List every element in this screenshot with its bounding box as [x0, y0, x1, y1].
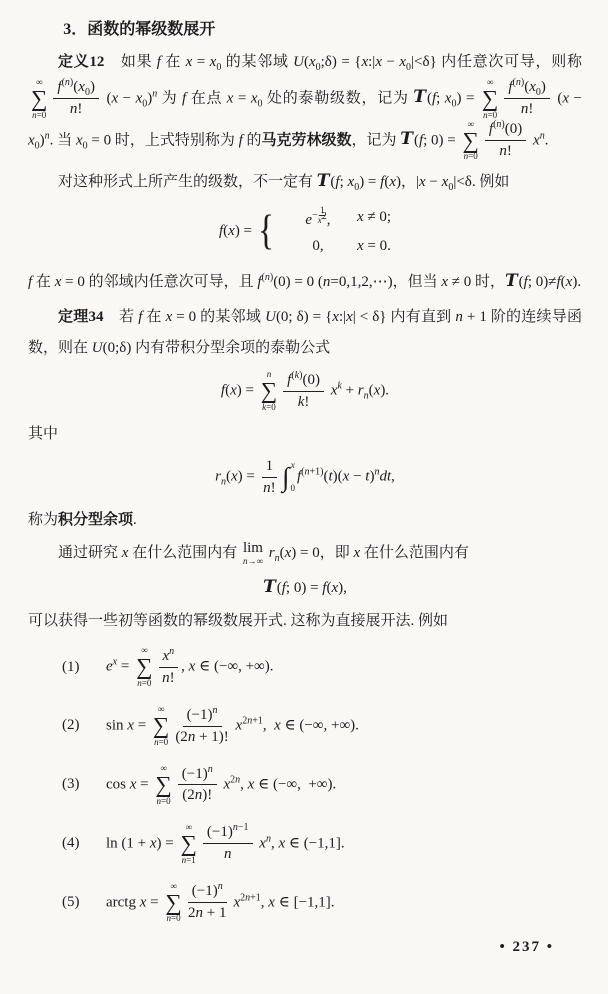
paragraph-remainder-name: 称为积分型余项. [28, 511, 137, 528]
paragraph-limit-condition: 通过研究 x 在什么范围内有 lim n→∞ $r_n(x) = 0$，即 x 在什么范围内有 [58, 540, 469, 566]
paragraph-series-remark: 对这种形式上所产生的级数，不一定有 T(f; $x_0) = f(x)$，$|x - x_0|<\delta$. 例如 [58, 171, 510, 194]
page-number: • 237 • [499, 939, 554, 955]
example-item-cos: (3) cos x = ∞ ∑ n=0 $\frac{(-1)^n}{(2n)!}$ $x^{2n}$, x ∈ (−∞, +∞). [62, 762, 337, 806]
section-heading: 3．函数的幂级数展开 [63, 21, 216, 38]
example-item-ln: (4) ln (1 + x) = ∞ ∑ n=1 $\frac{(-1)^{n-1}}{n}$ $x^n$, x ∈ (−1,1]. [62, 821, 345, 865]
formula-integral-remainder: $r_n(x)$ = $\frac{1}{n!}$ ∫ x 0 $f^{(n+1)}(t)(x - t)^ndt$, [215, 458, 395, 496]
example-item-exp: (1) $e^x$ = ∞ ∑ n=0 $\frac{x^n}{n!}$ , x ∈ (−∞, +∞). [62, 645, 274, 689]
paragraph-direct-expansion: 可以获得一些初等函数的幂级数展开式. 这称为直接展开法. 例如 [28, 612, 449, 629]
paragraph-counterexample: f 在 x = 0 的邻域内任意次可导，且 $f^{(n)}(0) = 0$ (n=0,1,2,⋯)，但当 x ≠ 0 时，T(f; 0)≠f(x). [28, 271, 582, 292]
paragraph-qizhong: 其中 [28, 426, 59, 443]
example-item-arctg: (5) arctg x = ∞ ∑ n=0 $\frac{(-1)^n}{2n + 1}$ $x^{2n+1}$, x ∈ [−1,1]. [62, 880, 335, 924]
paragraph-theorem-34: 定理34 若 f 在 x = 0 的某邻域 U(0; δ) = {x:|x| < δ} 内有直到 n + 1 阶的连续导函数，则在 U(0;δ) 内有带积分型余项的泰勒公式 [28, 308, 582, 356]
formula-taylor-with-remainder: f(x) = n ∑ k=0 $\frac{f^{(k)}(0)}{k!}$ $x^k + r_n(x)$. [220, 369, 390, 413]
paragraph-definition-12: 定义12 如果 f 在 $x = x_0$ 的某邻域 $U(x_0;\delta)$ = {x:|x − $x_0|<\delta$} 内任意次可导，则称 ∞ ∑ n=0 $\frac{f^{(n)}(x_0)}{n!}$ $(x - x_0)^n$ 为 f 在点 $x = x_0$ 处的泰勒级数，记为 T(f; $x_0$) = ∞ ∑ n=0 $\frac{f^{(n)}(x_0)}{n!}$ $(x - x_0)^n$. 当 $x_0 = 0$ 时，上式特别称为 f 的马克劳林级数，记为 T(f; 0) = ∞ ∑ n=0 $\frac{f^{(n)}(0)}{n!}$ $x^n$. [28, 54, 582, 162]
example-item-sin: (2) sin x = ∞ ∑ n=0 $\frac{(-1)^n}{(2n + 1)!}$ $x^{2n+1}$, x ∈ (−∞, +∞). [62, 704, 359, 747]
formula-piecewise-function: f(x) = { $e^{- \frac{1}{x^2}}$ , x ≠ 0; 0, x = 0. [218, 205, 392, 254]
formula-maclaurin-equality: T(f; 0) = f(x), [263, 577, 347, 598]
expansion-examples-list [28, 646, 582, 923]
